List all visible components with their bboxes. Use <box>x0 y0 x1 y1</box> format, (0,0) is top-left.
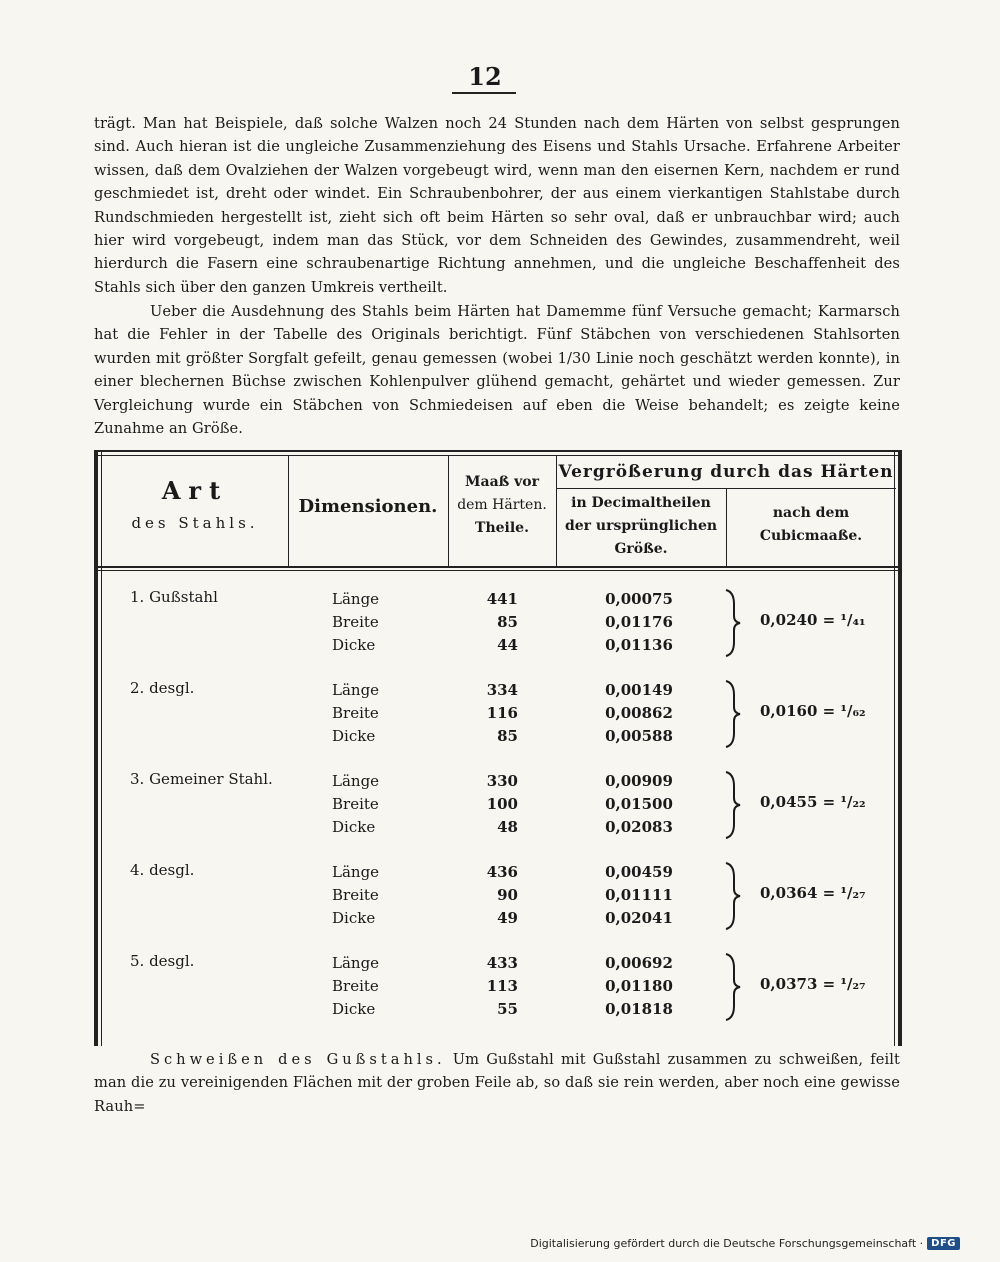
row-decimal <box>594 861 684 930</box>
header-decimal-line-2: der ursprünglichen <box>564 518 718 534</box>
header-cubic <box>726 502 896 548</box>
steel-expansion-table <box>94 450 902 1046</box>
maass-value: 44 <box>497 636 518 654</box>
row-art: 4. desgl. <box>130 861 195 879</box>
decimal-value: 0,01500 <box>605 795 673 813</box>
subheader-rule <box>556 488 896 489</box>
row-decimal <box>594 770 684 839</box>
row-art: 3. Gemeiner Stahl. <box>130 770 273 788</box>
decimal-value: 0,01180 <box>605 977 673 995</box>
header-art-sub: des Stahls. <box>131 514 259 532</box>
dim-label: Länge <box>332 590 380 608</box>
brace-icon <box>722 861 744 931</box>
row-decimal <box>594 952 684 1021</box>
header-maass-line-3: Theile. <box>475 520 529 536</box>
brace-icon <box>722 770 744 840</box>
maass-value: 436 <box>486 863 518 881</box>
maass-value: 433 <box>486 954 518 972</box>
paragraph-1: trägt. Man hat Beispiele, daß solche Walzen noch 24 Stunden nach dem Härten von selbst gesprungen sind. Auch hieran ist die ungleiche Zusammenziehung des Eisens und Stahls Ursache. Erfahrene Arbeiter wissen, daß dem Ovalziehen der Walzen vorgebeugt wird, wenn man den eisernen Kern, nachdem er rund geschmiedet ist, dreht oder windet. Ein Schraubenbohrer, der aus einem vierkantigen Stahlstabe durch Rundschmieden hergestellt ist, zieht sich oft beim Härten so sehr oval, daß er unbrauchbar wird; auch hier wird vorgebeugt, indem man das Stück, vor dem Schneiden des Gewindes, zusammendreht, weil hierdurch die Fasern eine schraubenartige Richtung annehmen, und die ungleiche Beschaffenheit des Stahls sich über den ganzen Umkreis vertheilt. <box>94 115 900 296</box>
dim-label: Dicke <box>332 636 376 654</box>
decimal-value: 0,01176 <box>605 613 673 631</box>
maass-value: 116 <box>486 704 518 722</box>
dim-label: Breite <box>332 795 379 813</box>
paragraph-2: Ueber die Ausdehnung des Stahls beim Härten hat Damemme fünf Versuche gemacht; Karmarsch hat die Fehler in der Tabelle des Originals berichtigt. Fünf Stäbchen von verschiedenen Stahlsorten wurden mit größter Sorgfalt gefeilt, genau gemessen (wobei 1/30 Linie noch geschätzt werden konnte), in einer blechernen Büchse zwischen Kohlenpulver glühend gemacht, gehärtet und wieder gemessen. Zur Vergleichung wurde ein Stäbchen von Schmiedeisen auf eben die Weise behandelt; es zeigte keine Zunahme an Größe. <box>94 303 900 438</box>
header-art: Art <box>161 476 229 505</box>
row-maass <box>464 679 518 748</box>
decimal-value: 0,01111 <box>605 886 673 904</box>
row-dimensions <box>332 952 412 1021</box>
maass-value: 113 <box>486 977 518 995</box>
dim-label: Dicke <box>332 727 376 745</box>
page-number-rule <box>452 92 516 94</box>
decimal-value: 0,01136 <box>605 636 673 654</box>
row-dimensions <box>332 770 412 839</box>
row-maass <box>464 588 518 657</box>
dim-label: Dicke <box>332 1000 376 1018</box>
dim-label: Länge <box>332 863 380 881</box>
header-cubic-line-2: Cubicmaaße. <box>759 528 863 544</box>
maass-value: 49 <box>497 909 518 927</box>
row-dimensions <box>332 679 412 748</box>
section-lead: Schweißen des Gußstahls. <box>150 1051 446 1068</box>
paragraph-3-text: Um Gußstahl mit Gußstahl zusammen zu schweißen, feilt man die zu vereinigenden Flächen mit der groben Feile ab, so daß sie rein werden, aber noch eine gewisse Rauh= <box>94 1051 901 1115</box>
header-cubic-line-1: nach dem <box>772 505 850 521</box>
maass-value: 48 <box>497 818 518 836</box>
decimal-value: 0,02041 <box>605 909 673 927</box>
row-maass <box>464 770 518 839</box>
decimal-value: 0,00588 <box>605 727 673 745</box>
row-dimensions <box>332 861 412 930</box>
decimal-value: 0,01818 <box>605 1000 673 1018</box>
dim-label: Breite <box>332 613 379 631</box>
row-cubic: 0,0364 = ¹/₂₇ <box>760 884 866 902</box>
row-art: 1. Gußstahl <box>130 588 218 606</box>
table-row <box>94 861 902 931</box>
header-vergroesserung: Vergrößerung durch das Härten <box>558 462 894 482</box>
decimal-value: 0,02083 <box>605 818 673 836</box>
decimal-value: 0,00862 <box>605 704 673 722</box>
row-cubic: 0,0160 = ¹/₆₂ <box>760 702 866 720</box>
row-maass <box>464 861 518 930</box>
maass-value: 85 <box>497 727 518 745</box>
row-art: 5. desgl. <box>130 952 195 970</box>
decimal-value: 0,00075 <box>605 590 673 608</box>
dim-label: Breite <box>332 704 379 722</box>
row-cubic: 0,0240 = ¹/₄₁ <box>760 611 866 629</box>
row-decimal <box>594 588 684 657</box>
row-decimal <box>594 679 684 748</box>
table-row <box>94 770 902 840</box>
brace-icon <box>722 679 744 749</box>
decimal-value: 0,00459 <box>605 863 673 881</box>
row-cubic: 0,0455 = ¹/₂₂ <box>760 793 866 811</box>
paragraph-3 <box>94 1048 900 1118</box>
table-row <box>94 588 902 658</box>
dim-label: Länge <box>332 954 380 972</box>
dim-label: Breite <box>332 977 379 995</box>
maass-value: 85 <box>497 613 518 631</box>
maass-value: 441 <box>486 590 518 608</box>
row-maass <box>464 952 518 1021</box>
table-top-rule-inner <box>94 455 902 456</box>
maass-value: 330 <box>486 772 518 790</box>
table-header-rule <box>94 566 902 568</box>
digitization-footer <box>530 1237 960 1250</box>
maass-value: 100 <box>486 795 518 813</box>
table-row <box>94 679 902 749</box>
row-art: 2. desgl. <box>130 679 195 697</box>
page-number: 12 <box>468 62 502 91</box>
header-maass-line-1: Maaß vor <box>465 474 539 490</box>
brace-icon <box>722 588 744 658</box>
maass-value: 334 <box>486 681 518 699</box>
maass-value: 55 <box>497 1000 518 1018</box>
row-dimensions <box>332 588 412 657</box>
footer-text: Digitalisierung gefördert durch die Deutsche Forschungsgemeinschaft · <box>530 1237 924 1250</box>
header-maass <box>448 470 556 539</box>
header-decimal-line-1: in Decimaltheilen <box>571 495 711 511</box>
header-dimensionen: Dimensionen. <box>298 496 438 517</box>
header-maass-line-2: dem Härten. <box>457 497 547 513</box>
header-decimal-line-3: Größe. <box>614 541 668 557</box>
decimal-value: 0,00149 <box>605 681 673 699</box>
brace-icon <box>722 952 744 1022</box>
table-row <box>94 952 902 1022</box>
row-cubic: 0,0373 = ¹/₂₇ <box>760 975 866 993</box>
dim-label: Breite <box>332 886 379 904</box>
dim-label: Dicke <box>332 909 376 927</box>
dim-label: Länge <box>332 681 380 699</box>
dfg-logo: DFG <box>927 1237 960 1250</box>
decimal-value: 0,00692 <box>605 954 673 972</box>
table-header-rule-inner <box>94 570 902 571</box>
dim-label: Länge <box>332 772 380 790</box>
header-decimal <box>556 492 726 561</box>
maass-value: 90 <box>497 886 518 904</box>
dim-label: Dicke <box>332 818 376 836</box>
table-top-rule <box>94 450 902 452</box>
decimal-value: 0,00909 <box>605 772 673 790</box>
